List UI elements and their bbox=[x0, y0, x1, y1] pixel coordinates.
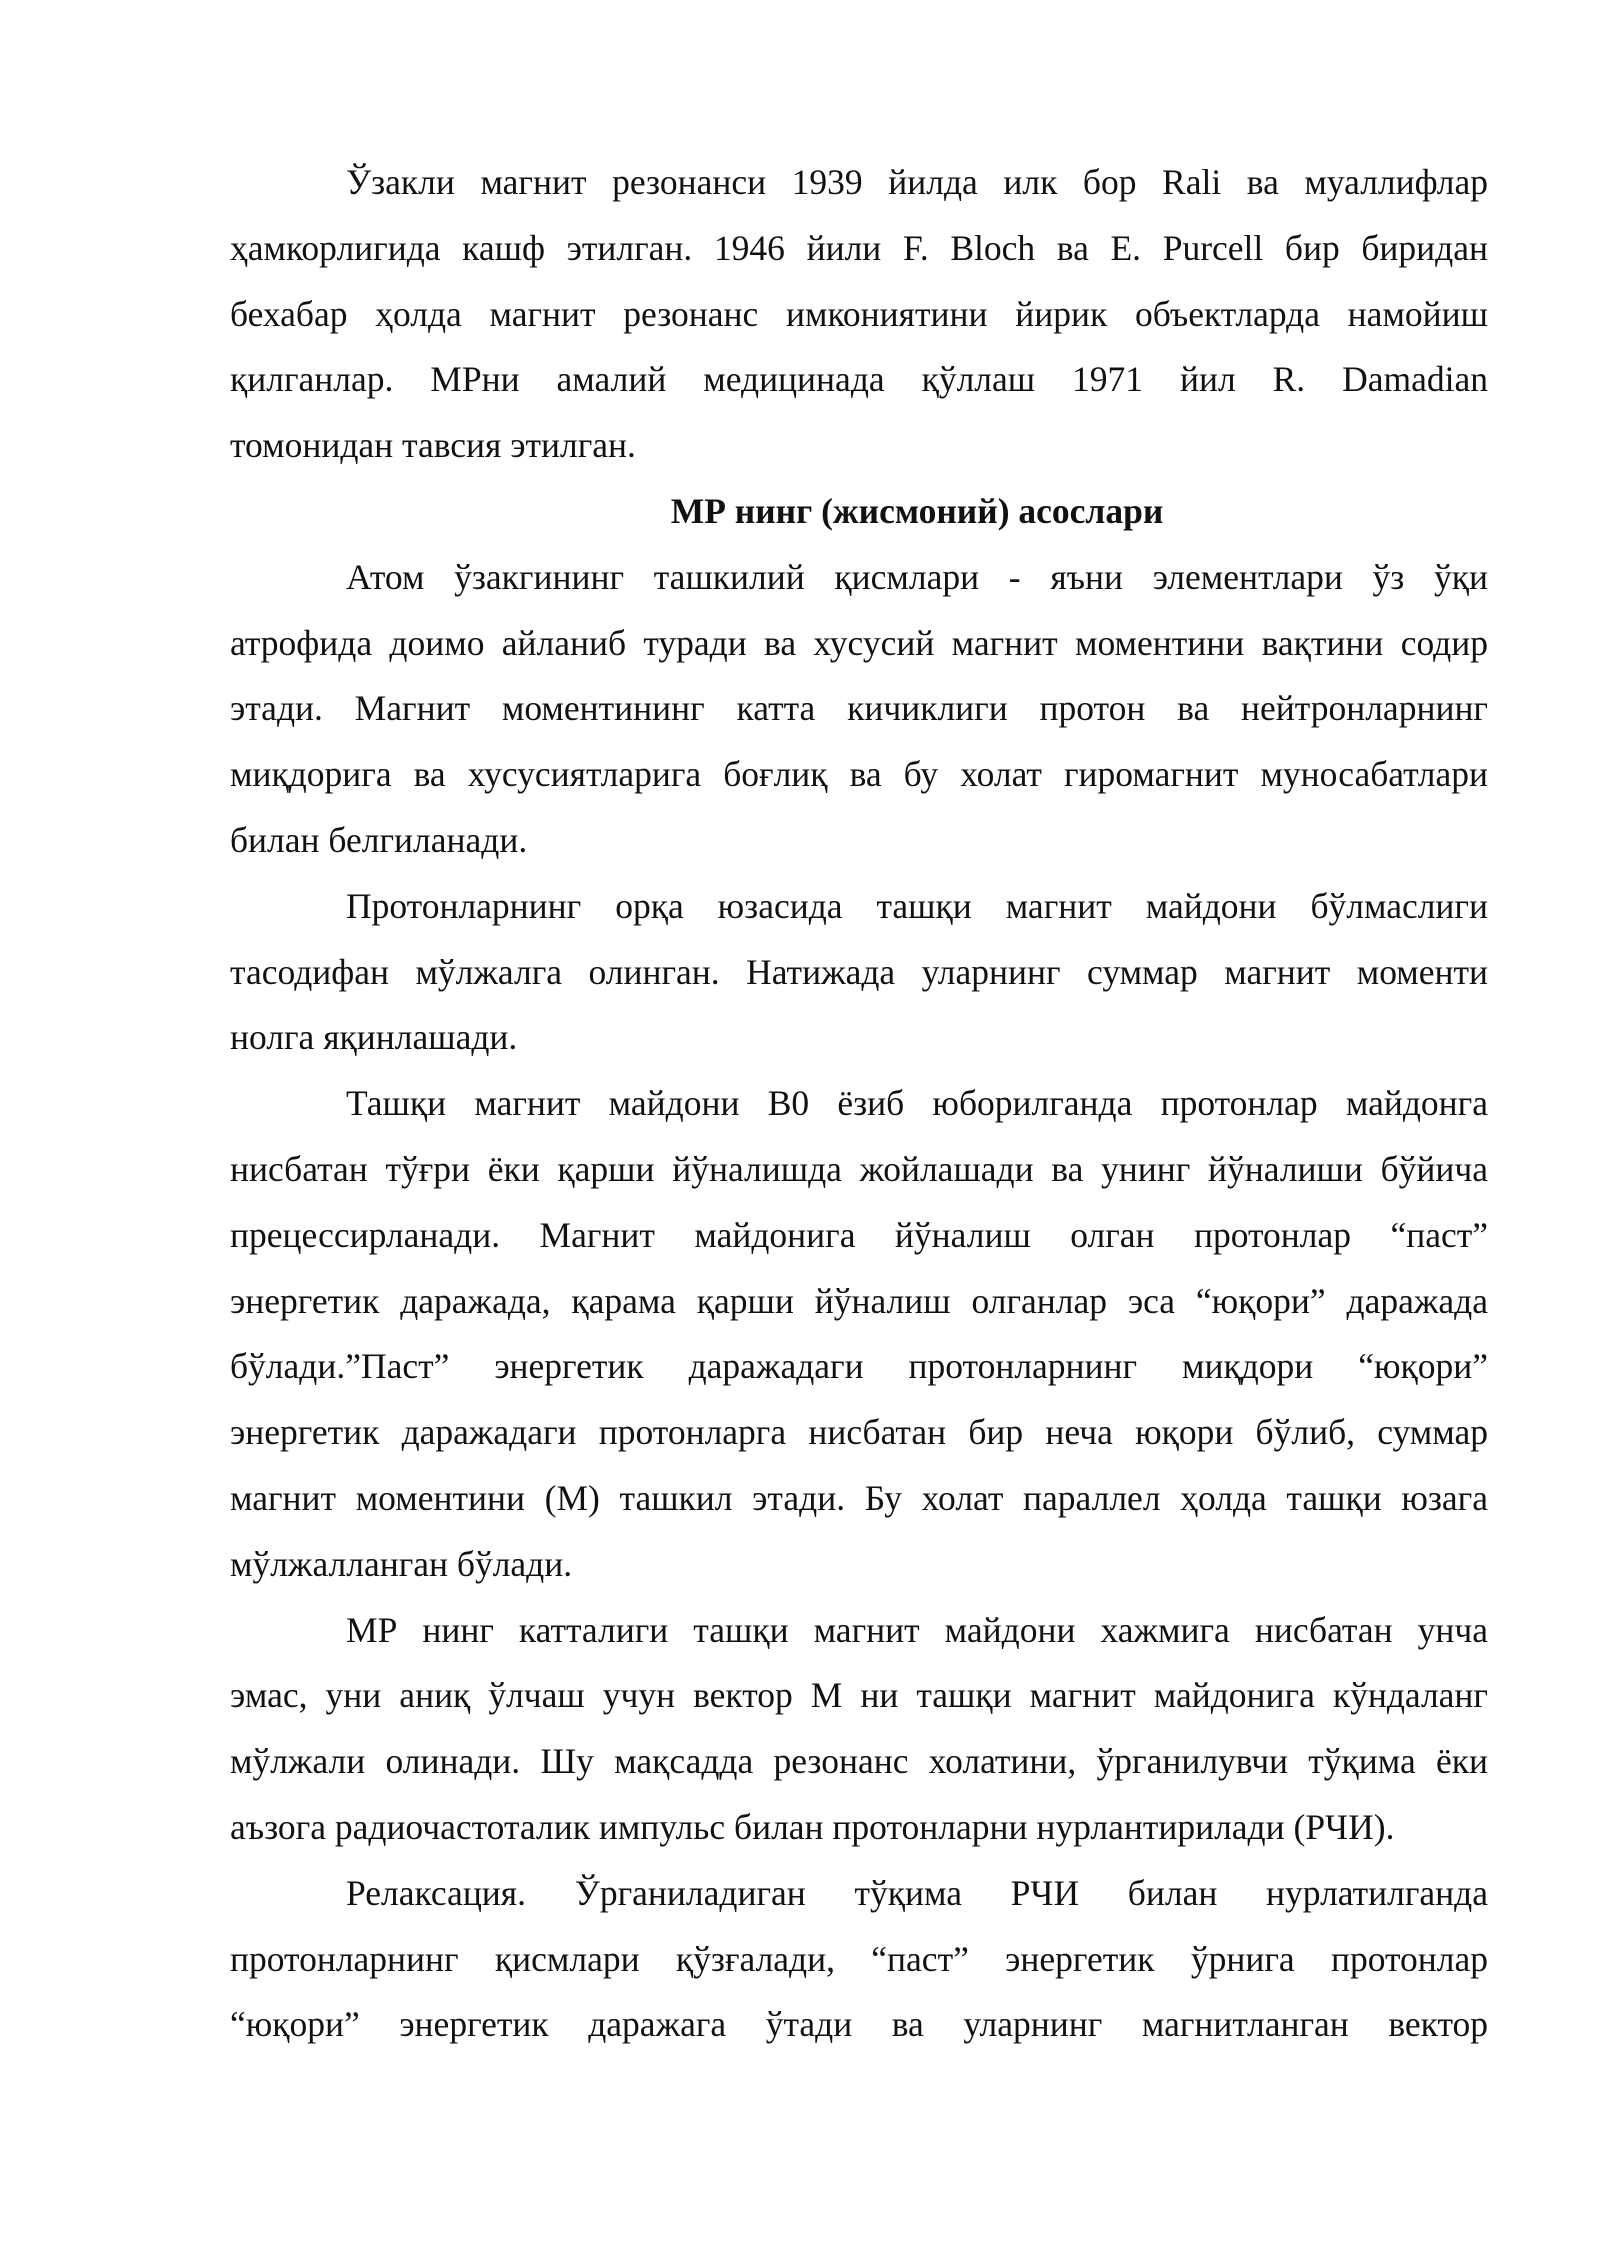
text-line: Атом ўзакгининг ташкилий қисмлари - яъни элементлари ўз ўқи bbox=[346, 556, 1488, 597]
paragraph-relaxation bbox=[230, 1861, 1488, 2058]
text-line: бўлади.”Паст” энергетик даражадаги протонларнинг миқдори “юқори” bbox=[230, 1346, 1488, 1387]
text-line: энергетик даражада, қарама қарши йўналиш олганлар эса “юқори” даражада bbox=[230, 1280, 1488, 1321]
text-line: Протонларнинг орқа юзасида ташқи магнит майдони бўлмаслиги bbox=[346, 885, 1488, 926]
text-line: мўлжалланган бўлади. bbox=[230, 1543, 573, 1584]
paragraph-mr-magnitude bbox=[230, 1598, 1488, 1861]
paragraph-external-field bbox=[230, 1071, 1488, 1597]
text-line: нисбатан тўғри ёки қарши йўналишда жойлашади ва унинг йўналиши бўйича bbox=[230, 1148, 1488, 1189]
text-line: прецессирланади. Магнит майдонига йўналиш олган протонлар “паст” bbox=[230, 1214, 1488, 1255]
text-line: аъзога радиочастоталик импульс билан протонларни нурлантирилади (РЧИ). bbox=[230, 1806, 1395, 1847]
document-body bbox=[230, 150, 1488, 2058]
paragraph-intro bbox=[230, 150, 1488, 479]
text-line: қилганлар. МРни амалий медицинада қўллаш 1971 йил R. Damadian bbox=[230, 359, 1488, 400]
text-line: протонларнинг қисмлари қўзғалади, “паст” энергетик ўрнига протонлар bbox=[230, 1938, 1488, 1979]
text-line: магнит моментини (М) ташкил этади. Бу холат параллел ҳолда ташқи юзага bbox=[230, 1477, 1488, 1518]
text-line: МР нинг катталиги ташқи магнит майдони хажмига нисбатан унча bbox=[346, 1609, 1488, 1650]
text-line: ҳамкорлигида кашф этилган. 1946 йили F. Bloch ва E. Purcell бир биридан bbox=[230, 227, 1488, 268]
text-line: этади. Магнит моментининг катта кичиклиги протон ва нейтронларнинг bbox=[230, 688, 1488, 729]
text-line: бехабар ҳолда магнит резонанс имкониятини йирик объектларда намойиш bbox=[230, 293, 1488, 334]
section-heading: МР нинг (жисмоний) асослари bbox=[670, 490, 1164, 531]
text-line: эмас, уни аниқ ўлчаш учун вектор М ни ташқи магнит майдонига кўндаланг bbox=[230, 1675, 1488, 1716]
text-line: билан белгиланади. bbox=[230, 819, 528, 860]
text-line: энергетик даражадаги протонларга нисбатан бир неча юқори бўлиб, суммар bbox=[230, 1412, 1488, 1453]
text-line: нолга яқинлашади. bbox=[230, 1017, 518, 1058]
text-line: Ташқи магнит майдони В0 ёзиб юборилганда протонлар майдонга bbox=[346, 1083, 1488, 1124]
text-line: Ўзакли магнит резонанси 1939 йилда илк бор Rali ва муаллифлар bbox=[346, 162, 1488, 202]
paragraph-protons bbox=[230, 874, 1488, 1071]
text-line: “юқори” энергетик даражага ўтади ва уларнинг магнитланган вектор bbox=[230, 2004, 1488, 2045]
text-line: миқдорига ва хусусиятларига боғлиқ ва бу холат гиромагнит муносабатлари bbox=[230, 754, 1488, 795]
text-line: тасодифан мўлжалга олинган. Натижада уларнинг суммар магнит моменти bbox=[230, 951, 1488, 992]
text-line: Релаксация. Ўрганиладиган тўқима РЧИ билан нурлатилганда bbox=[346, 1872, 1488, 1913]
paragraph-atom bbox=[230, 545, 1488, 874]
text-line: томонидан тавсия этилган. bbox=[230, 425, 636, 466]
text-line: мўлжали олинади. Шу мақсадда резонанс холатини, ўрганилувчи тўқима ёки bbox=[230, 1741, 1488, 1782]
text-line: атрофида доимо айланиб туради ва хусусий магнит моментини вақтини содир bbox=[230, 622, 1488, 663]
